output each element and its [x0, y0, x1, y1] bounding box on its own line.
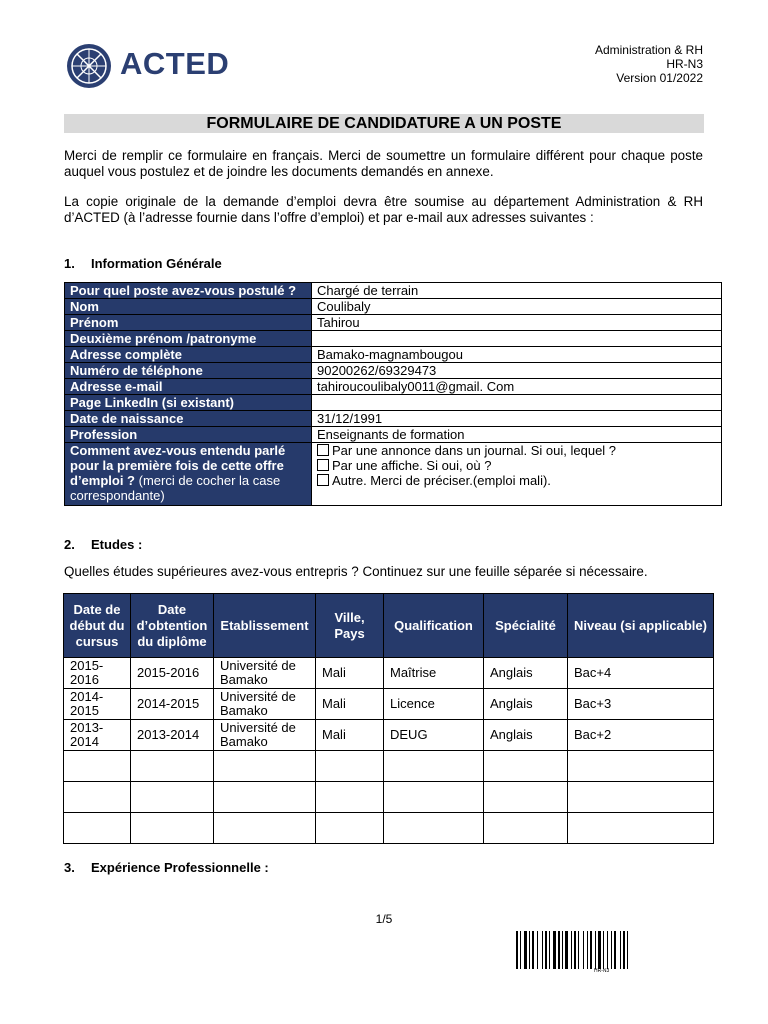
table-cell[interactable]: Université de Bamako: [214, 689, 316, 720]
table-cell[interactable]: Bac+4: [568, 658, 714, 689]
table-cell[interactable]: 2013-2014: [64, 720, 131, 751]
option-label: Par une affiche. Si oui, où ?: [332, 458, 492, 473]
section-title: Expérience Professionnelle :: [91, 860, 269, 875]
table-cell[interactable]: 2014-2015: [64, 689, 131, 720]
checkbox[interactable]: [317, 459, 329, 471]
table-cell[interactable]: Bac+3: [568, 689, 714, 720]
field-label: Date de naissance: [65, 411, 312, 427]
studies-table: [63, 593, 714, 844]
table-cell[interactable]: 2015-2016: [64, 658, 131, 689]
column-header: Qualification: [384, 594, 484, 658]
table-cell[interactable]: [64, 813, 131, 844]
table-cell[interactable]: [64, 751, 131, 782]
table-cell[interactable]: Université de Bamako: [214, 720, 316, 751]
field-value[interactable]: Tahirou: [312, 315, 722, 331]
page-number: 1/5: [375, 912, 393, 926]
table-cell[interactable]: [214, 782, 316, 813]
table-cell[interactable]: Anglais: [484, 689, 568, 720]
table-cell[interactable]: [214, 813, 316, 844]
intro-paragraph-1: Merci de remplir ce formulaire en français. Merci de soumettre un formulaire différent pour chaque poste auquel vous postulez et de joindre les documents demandés en annexe.: [64, 148, 703, 179]
table-cell[interactable]: Anglais: [484, 720, 568, 751]
barcode-icon: [516, 931, 690, 969]
table-cell[interactable]: [568, 751, 714, 782]
table-cell[interactable]: [214, 751, 316, 782]
table-row: [65, 363, 722, 379]
table-cell[interactable]: [316, 751, 384, 782]
table-cell[interactable]: 2014-2015: [131, 689, 214, 720]
intro-paragraph-2: La copie originale de la demande d’emploi devra être soumise au département Administration & RH d’ACTED (à l’adresse fournie dans l’offre d’emploi) et par e-mail aux adresses suivantes :: [64, 194, 703, 225]
barcode-label: HR-N3: [594, 968, 610, 974]
table-cell[interactable]: [316, 782, 384, 813]
table-row: [64, 658, 714, 689]
table-cell[interactable]: [384, 751, 484, 782]
table-cell[interactable]: [484, 813, 568, 844]
table-row: [64, 782, 714, 813]
table-row: [65, 427, 722, 443]
table-cell[interactable]: DEUG: [384, 720, 484, 751]
section-2-heading: [64, 537, 142, 552]
general-info-table: [64, 282, 722, 506]
field-label: Adresse complète: [65, 347, 312, 363]
header-row: [64, 594, 714, 658]
table-cell[interactable]: Mali: [316, 689, 384, 720]
table-cell[interactable]: [131, 751, 214, 782]
column-header: Date de début du cursus: [64, 594, 131, 658]
field-label: Numéro de téléphone: [65, 363, 312, 379]
table-row: [64, 720, 714, 751]
section-title: Etudes :: [91, 537, 143, 552]
field-value[interactable]: [312, 331, 722, 347]
checkbox[interactable]: [317, 444, 329, 456]
table-row: [65, 283, 722, 299]
table-row: [64, 813, 714, 844]
field-value[interactable]: [312, 395, 722, 411]
document-meta: [595, 43, 703, 85]
column-header: Niveau (si applicable): [568, 594, 714, 658]
table-cell[interactable]: Mali: [316, 658, 384, 689]
source-option: [317, 473, 716, 488]
field-value[interactable]: tahiroucoulibaly0011@gmail. Com: [312, 379, 722, 395]
table-cell[interactable]: 2015-2016: [131, 658, 214, 689]
field-value[interactable]: 31/12/1991: [312, 411, 722, 427]
source-question: Comment avez-vous entendu parlé pour la première fois de cette offre d’emploi ?: [70, 443, 286, 488]
table-cell[interactable]: Maîtrise: [384, 658, 484, 689]
table-cell[interactable]: [64, 782, 131, 813]
field-label: Deuxième prénom /patronyme: [65, 331, 312, 347]
column-header: Spécialité: [484, 594, 568, 658]
table-cell[interactable]: 2013-2014: [131, 720, 214, 751]
field-label: Page LinkedIn (si existant): [65, 395, 312, 411]
studies-intro: Quelles études supérieures avez-vous entrepris ? Continuez sur une feuille séparée si nécessaire.: [64, 564, 648, 579]
form-title: FORMULAIRE DE CANDIDATURE A UN POSTE: [64, 114, 704, 133]
source-options: [312, 443, 722, 506]
table-row: [65, 315, 722, 331]
table-cell[interactable]: Université de Bamako: [214, 658, 316, 689]
table-cell[interactable]: [484, 751, 568, 782]
section-number: 3.: [64, 860, 75, 875]
meta-department: Administration & RH: [594, 43, 703, 57]
table-row: [64, 689, 714, 720]
field-value[interactable]: Chargé de terrain: [312, 283, 722, 299]
table-row: [65, 443, 722, 506]
section-number: 1.: [64, 256, 75, 271]
logo-text: ACTED: [120, 46, 230, 81]
field-label: Adresse e-mail: [65, 379, 312, 395]
option-label: Par une annonce dans un journal. Si oui, lequel ?: [332, 443, 617, 458]
source-option: [317, 443, 716, 458]
table-row: [65, 347, 722, 363]
table-cell[interactable]: [131, 782, 214, 813]
meta-version: Version 01/2022: [616, 71, 703, 85]
table-cell[interactable]: [384, 813, 484, 844]
section-title: Information Générale: [91, 256, 222, 271]
table-row: [65, 331, 722, 347]
table-cell[interactable]: [568, 782, 714, 813]
section-number: 2.: [64, 537, 75, 552]
source-question-note: (merci de cocher la case correspondante): [70, 473, 281, 503]
field-value[interactable]: Coulibaly: [312, 299, 722, 315]
field-label: Nom: [65, 299, 312, 315]
column-header: Ville, Pays: [316, 594, 384, 658]
field-label: Pour quel poste avez-vous postulé ?: [65, 283, 312, 299]
source-option: [317, 458, 716, 473]
field-label: [65, 443, 312, 506]
column-header: Etablissement: [214, 594, 316, 658]
table-row: [65, 299, 722, 315]
table-cell[interactable]: [384, 782, 484, 813]
table-cell[interactable]: [316, 813, 384, 844]
table-row: [65, 395, 722, 411]
section-1-heading: [64, 256, 222, 271]
option-label: Autre. Merci de préciser.(emploi mali).: [332, 473, 551, 488]
field-value[interactable]: 90200262/69329473: [312, 363, 722, 379]
field-value[interactable]: Enseignants de formation: [312, 427, 722, 443]
table-cell[interactable]: Bac+2: [568, 720, 714, 751]
checkbox[interactable]: [317, 474, 329, 486]
section-3-heading: [64, 860, 269, 875]
table-cell[interactable]: Anglais: [484, 658, 568, 689]
meta-code: HR-N3: [666, 57, 703, 71]
column-header: Date d’obtention du diplôme: [131, 594, 214, 658]
field-value[interactable]: Bamako-magnambougou: [312, 347, 722, 363]
field-label: Profession: [65, 427, 312, 443]
table-cell[interactable]: Licence: [384, 689, 484, 720]
table-row: [65, 379, 722, 395]
table-cell[interactable]: [131, 813, 214, 844]
table-cell[interactable]: [484, 782, 568, 813]
table-row: [64, 751, 714, 782]
table-cell[interactable]: Mali: [316, 720, 384, 751]
table-cell[interactable]: [568, 813, 714, 844]
acted-logo-icon: [66, 43, 112, 89]
table-row: [65, 411, 722, 427]
field-label: Prénom: [65, 315, 312, 331]
